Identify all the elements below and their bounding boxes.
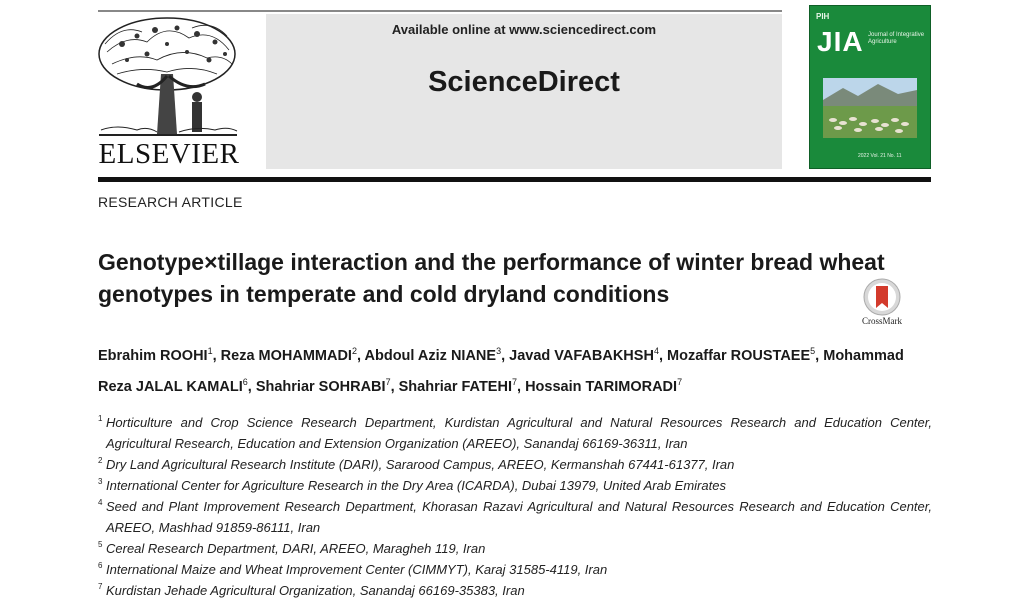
author-list: Ebrahim ROOHI$^1$, Reza MOHAMMADI$^2$, Abdoul Aziz NIANE$^3$, Javad VAFABAKHSH$^4$, Mozaffar ROUSTAEE$^5$, Mohammad Reza JALAL KAMALI$^6$, Shahriar SOHRABI$^7$, Shahriar FATEHI$^7$, Hossain TARIMORADI$^7$ xyxy=(98,346,904,395)
author-name: Shahriar SOHRABI xyxy=(255,378,386,395)
author-name: Mozaffar ROUSTAEE xyxy=(667,347,811,364)
affiliation-item xyxy=(98,559,932,580)
header-top-rule xyxy=(98,10,782,12)
affiliation-number: 6 xyxy=(98,561,103,570)
crossmark-button[interactable] xyxy=(856,278,908,328)
author-affiliation-mark: 7 xyxy=(677,376,683,387)
author-affiliation-mark: 7 xyxy=(385,376,391,387)
author-name: Javad VAFABAKHSH xyxy=(509,347,654,364)
crossmark-label: CrossMark xyxy=(862,316,902,326)
affiliation-item xyxy=(98,496,932,538)
journal-cover xyxy=(809,5,931,169)
cover-top-text: PIH xyxy=(816,12,830,21)
author-name: Hossain TARIMORADI xyxy=(525,378,678,395)
affiliation-text: International Center for Agriculture Research in the Dry Area (ICARDA), Dubai 13979, United Arab Emirates xyxy=(106,478,726,493)
author-name: Ebrahim ROOHI xyxy=(98,347,208,364)
author-affiliation-mark: 3 xyxy=(496,346,502,356)
available-online-text[interactable]: Available online at www.sciencedirect.com xyxy=(391,22,657,37)
author-affiliation-mark: 1 xyxy=(207,346,213,356)
author-affiliation-mark: 6 xyxy=(242,376,248,387)
affiliation-text: Seed and Plant Improvement Research Department, Khorasan Razavi Agricultural and Natural Resources Research and Education Center, AREEO, Mashhad 91859-86111, Iran xyxy=(106,499,932,535)
affiliation-item xyxy=(98,454,932,475)
affiliation-text: Cereal Research Department, DARI, AREEO, Maragheh 119, Iran xyxy=(106,541,486,556)
affiliation-number: 7 xyxy=(98,582,103,591)
author-name: Abdoul Aziz NIANE xyxy=(364,347,497,364)
author-affiliation-mark: 2 xyxy=(351,346,357,356)
sciencedirect-banner xyxy=(266,14,782,169)
affiliation-text: Dry Land Agricultural Research Institute (DARI), Sararood Campus, AREEO, Kermanshah 67441-61377, Iran xyxy=(106,457,735,472)
affiliation-text: Horticulture and Crop Science Research Department, Kurdistan Agricultural and Natural Resources Research and Education Center, Agricultural Research, Education and Extension Organization (AREEO), Sanandaj 66169-36311, Iran xyxy=(106,415,932,451)
tree-icon xyxy=(97,14,239,138)
affiliation-number: 4 xyxy=(98,498,103,507)
affiliation-list xyxy=(98,412,932,601)
header-divider xyxy=(98,177,931,182)
publisher-name: ELSEVIER xyxy=(98,138,240,170)
affiliation-item xyxy=(98,538,932,559)
affiliation-number: 3 xyxy=(98,477,103,486)
affiliation-text: Kurdistan Jehade Agricultural Organization, Sanandaj 66169-35383, Iran xyxy=(106,583,525,598)
author-name: Shahriar FATEHI xyxy=(398,378,512,395)
affiliation-item xyxy=(98,412,932,454)
author-affiliation-mark: 5 xyxy=(810,346,816,356)
cover-issue-text: 2022 Vol. 21 No. 11 xyxy=(858,153,902,159)
author-name: Reza MOHAMMADI xyxy=(220,347,352,364)
affiliation-number: 5 xyxy=(98,540,103,549)
affiliation-number: 1 xyxy=(98,414,103,423)
author-affiliation-mark: 4 xyxy=(653,346,659,356)
cover-journal-abbrev: JIA xyxy=(817,26,864,57)
crossmark-icon xyxy=(856,278,908,318)
sciencedirect-brand: ScienceDirect xyxy=(428,66,620,98)
article-title: Genotype×tillage interaction and the performance of winter bread wheat genotypes in temperate and cold dryland conditions xyxy=(98,249,885,307)
affiliation-number: 2 xyxy=(98,456,103,465)
cover-journal-name: Journal of Integrative Agriculture xyxy=(868,32,925,45)
affiliation-text: International Maize and Wheat Improvement Center (CIMMYT), Karaj 31585-4119, Iran xyxy=(106,562,608,577)
cover-landscape-image xyxy=(823,78,917,138)
author-affiliation-mark: 7 xyxy=(511,376,517,387)
affiliation-item xyxy=(98,580,932,601)
affiliation-item xyxy=(98,475,932,496)
article-type-label: RESEARCH ARTICLE xyxy=(98,194,243,210)
author-name: Mohammad Reza JALAL KAMALI xyxy=(98,347,904,395)
